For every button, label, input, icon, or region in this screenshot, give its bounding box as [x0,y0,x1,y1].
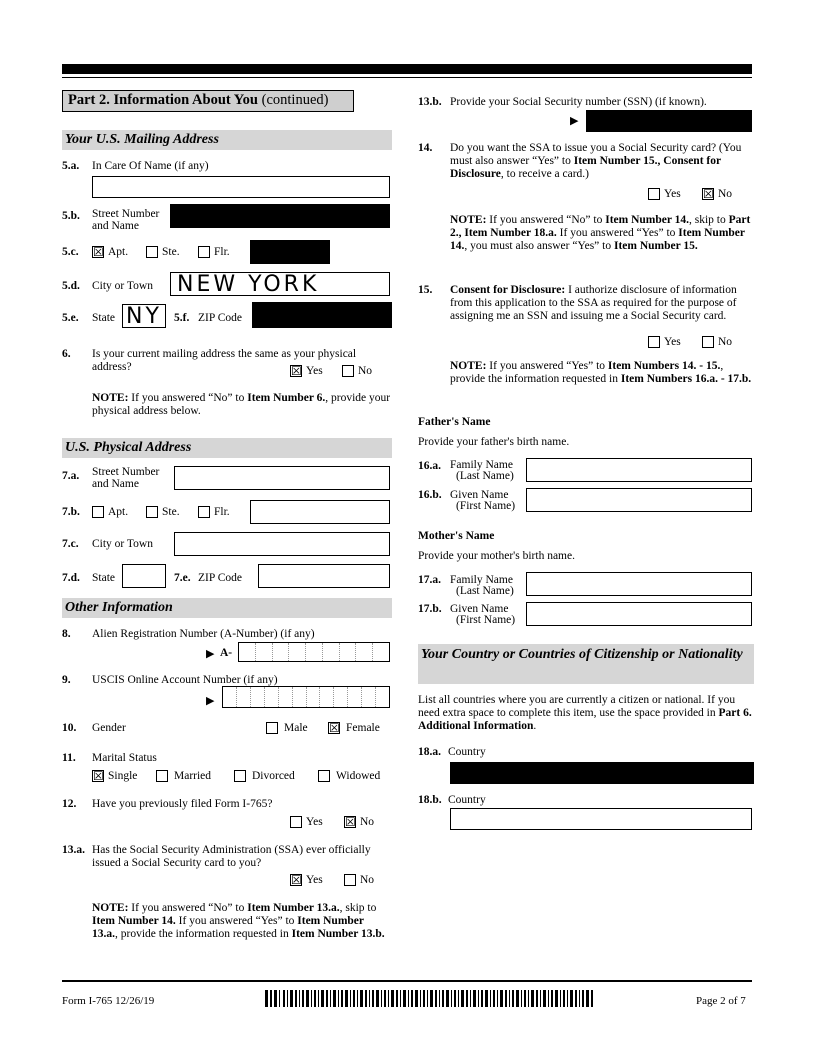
item-12-number: 12. [62,798,77,810]
mother-family-name-input[interactable] [526,572,752,596]
mother-family-label-2: (Last Name) [456,585,514,597]
item-7a-number: 7.a. [62,470,80,482]
item-5b-number: 5.b. [62,210,80,222]
item-18b-number: 18.b. [418,794,442,806]
item-9-number: 9. [62,674,71,686]
section-mailing-address: Your U.S. Mailing Address [62,130,392,150]
apt-checkbox[interactable]: ☒ [93,245,104,259]
father-name-intro: Provide your father's birth name. [418,436,570,448]
divorced-label: Divorced [252,770,295,782]
male-label: Male [284,722,308,734]
q14-no-checkbox[interactable]: ☒ [703,187,714,201]
item-11-number: 11. [62,752,76,764]
section-citizenship: Your Country or Countries of Citizenship or Nationality [418,644,754,684]
father-name-heading: Father's Name [418,416,491,428]
country-2-label: Country [448,794,486,806]
q12-yes-label: Yes [306,816,323,828]
q14-yes-checkbox[interactable] [648,188,660,200]
female-label: Female [346,722,380,734]
q15-note: NOTE: If you answered “Yes” to Item Numbers 14. - 15., provide the information requested in Item Numbers 16.a. - 17.b. [450,360,752,385]
item-8-number: 8. [62,628,71,640]
ssn-redacted-input[interactable] [586,110,752,132]
state-label: State [92,312,115,324]
father-given-label-2: (First Name) [456,500,516,512]
q12-yes-checkbox[interactable] [290,816,302,828]
q15-no-label: No [718,336,733,348]
mother-family-label-1: Family Name [450,574,513,586]
q11-text: Marital Status [92,752,157,764]
q6-note: NOTE: If you answered “No” to Item Number 6., provide your physical address below. [92,392,391,417]
father-family-label-1: Family Name [450,459,513,471]
footer-rule [62,980,752,982]
item-14-number: 14. [418,142,433,154]
a-number-input[interactable] [238,642,390,662]
country-1-redacted-input[interactable] [450,762,754,784]
q6-yes-checkbox[interactable]: ☒ [291,364,302,378]
item-7d-number: 7.d. [62,572,80,584]
married-checkbox[interactable] [156,770,168,782]
q13b-text: Provide your Social Security number (SSN) (if known). [450,96,707,108]
care-of-input[interactable] [92,176,390,198]
father-family-label-2: (Last Name) [456,470,514,482]
form-id: Form I-765 12/26/19 [62,995,155,1007]
apt-label: Apt. [108,246,129,258]
phys-zip-label: ZIP Code [198,572,242,584]
uscis-account-input[interactable] [222,686,390,708]
married-label: Married [174,770,212,782]
q15-yes-label: Yes [664,336,681,348]
citizenship-intro: List all countries where you are currently a citizen or national. If you need extra space to complete this item, use the space provided in Part 6. Additional Information. [418,694,752,732]
q13a-no-checkbox[interactable] [344,874,356,886]
phys-flr-checkbox[interactable] [198,506,210,518]
q13a-note: NOTE: If you answered “No” to Item Number 13.a., skip to Item Number 14. If you answered “Yes” to Item Number 13.a., provide the information requested in Item Number 13.b. [92,902,385,940]
item-5a-number: 5.a. [62,160,80,172]
mother-given-label-2: (First Name) [456,614,516,626]
ste-label: Ste. [162,246,180,258]
mother-name-heading: Mother's Name [418,530,495,542]
item-16a-number: 16.a. [418,460,441,472]
divorced-checkbox[interactable] [234,770,246,782]
flr-checkbox[interactable] [198,246,210,258]
q9-text: USCIS Online Account Number (if any) [92,674,278,686]
phys-street-label-1: Street Number [92,466,160,478]
section-physical-address: U.S. Physical Address [62,438,392,458]
item-18a-number: 18.a. [418,746,441,758]
page-number: Page 2 of 7 [696,995,746,1007]
q13a-text: Has the Social Security Administration (SSA) ever officially issued a Social Security card to you? [92,844,371,869]
q13a-no-label: No [360,874,375,886]
phys-city-input[interactable] [174,532,390,556]
item-6-number: 6. [62,348,71,360]
q15-no-checkbox[interactable] [702,336,714,348]
phys-city-label: City or Town [92,538,153,550]
q6-no-checkbox[interactable] [342,365,354,377]
single-checkbox[interactable]: ☒ [93,769,104,783]
phys-ste-checkbox[interactable] [146,506,158,518]
q13b-arrow-icon: ▶ [570,114,579,127]
q8-text: Alien Registration Number (A-Number) (if any) [92,628,315,640]
barcode-icon [265,990,595,1007]
item-16b-number: 16.b. [418,489,442,501]
ste-checkbox[interactable] [146,246,158,258]
phys-apt-label: Apt. [108,506,129,518]
q6-yes-label: Yes [306,365,323,377]
item-10-number: 10. [62,722,77,734]
q14-yes-label: Yes [664,188,681,200]
female-checkbox[interactable]: ☒ [329,721,340,735]
q13a-yes-label: Yes [306,874,323,886]
widowed-label: Widowed [336,770,381,782]
country-1-label: Country [448,746,486,758]
phys-unit-input[interactable] [250,500,390,524]
item-17b-number: 17.b. [418,603,442,615]
mother-given-name-input[interactable] [526,602,752,626]
q15-yes-checkbox[interactable] [648,336,660,348]
q10-text: Gender [92,722,126,734]
street-label-2: and Name [92,220,139,232]
phys-state-input[interactable] [122,564,166,588]
father-family-name-input[interactable] [526,458,752,482]
q12-no-label: No [360,816,375,828]
q15-text: Consent for Disclosure: I authorize disclosure of information from this application to the SSA as required for the purpose of assigning me an SSN and issuing me a Social Security card. [450,284,737,322]
father-given-name-input[interactable] [526,488,752,512]
phys-street-input[interactable] [174,466,390,490]
care-of-label: In Care Of Name (if any) [92,160,209,172]
item-13b-number: 13.b. [418,96,442,108]
item-5e-number: 5.e. [62,312,79,324]
q14-text: Do you want the SSA to issue you a Social Security card? (You must also answer “Yes” to Item Number 15., Consent for Disclosure, to receive a card.) [450,142,742,180]
q14-note: NOTE: If you answered “No” to Item Number 14., skip to Part 2., Item Number 18.a. If you answered “Yes” to Item Number 14., you must also answer “Yes” to Item Number 15. [450,214,751,252]
mother-given-label-1: Given Name [450,603,509,615]
country-2-input[interactable] [450,808,752,830]
q6-text: Is your current mailing address the same as your physical address? [92,348,357,373]
item-5d-number: 5.d. [62,280,80,292]
item-5f-number: 5.f. [174,312,190,324]
phys-zip-input[interactable] [258,564,390,588]
item-17a-number: 17.a. [418,574,441,586]
q14-no-label: No [718,188,733,200]
phys-ste-label: Ste. [162,506,180,518]
zip-label: ZIP Code [198,312,242,324]
mother-name-intro: Provide your mother's birth name. [418,550,575,562]
item-13a-number: 13.a. [62,844,85,856]
phys-street-label-2: and Name [92,478,139,490]
phys-flr-label: Flr. [214,506,230,518]
q12-no-checkbox[interactable]: ☒ [345,815,356,829]
section-other-information: Other Information [62,598,392,618]
item-7c-number: 7.c. [62,538,79,550]
city-input[interactable]: NEW YORK [170,272,390,296]
q8-prefix: A- [220,647,233,659]
q9-arrow-icon: ▶ [206,694,215,707]
single-label: Single [108,770,138,782]
phys-state-label: State [92,572,115,584]
item-7b-number: 7.b. [62,506,80,518]
top-rule [62,64,752,74]
zip-redacted-input[interactable] [252,302,392,328]
part-header: Part 2. Information About You (continued) [62,90,354,112]
item-7e-number: 7.e. [174,572,191,584]
top-rule-thin [62,77,752,78]
phys-apt-checkbox[interactable] [92,506,104,518]
street-label-1: Street Number [92,208,160,220]
unit-redacted-input[interactable] [250,240,330,264]
item-15-number: 15. [418,284,433,296]
city-label: City or Town [92,280,153,292]
father-given-label-1: Given Name [450,489,509,501]
widowed-checkbox[interactable] [318,770,330,782]
q6-no-label: No [358,365,373,377]
state-input[interactable]: NY [122,304,166,328]
q8-arrow-icon: ▶ [206,647,215,660]
flr-label: Flr. [214,246,230,258]
q12-text: Have you previously filed Form I-765? [92,798,273,810]
item-5c-number: 5.c. [62,246,79,258]
male-checkbox[interactable] [266,722,278,734]
q13a-yes-checkbox[interactable]: ☒ [291,873,302,887]
street-redacted-input[interactable] [170,204,390,228]
